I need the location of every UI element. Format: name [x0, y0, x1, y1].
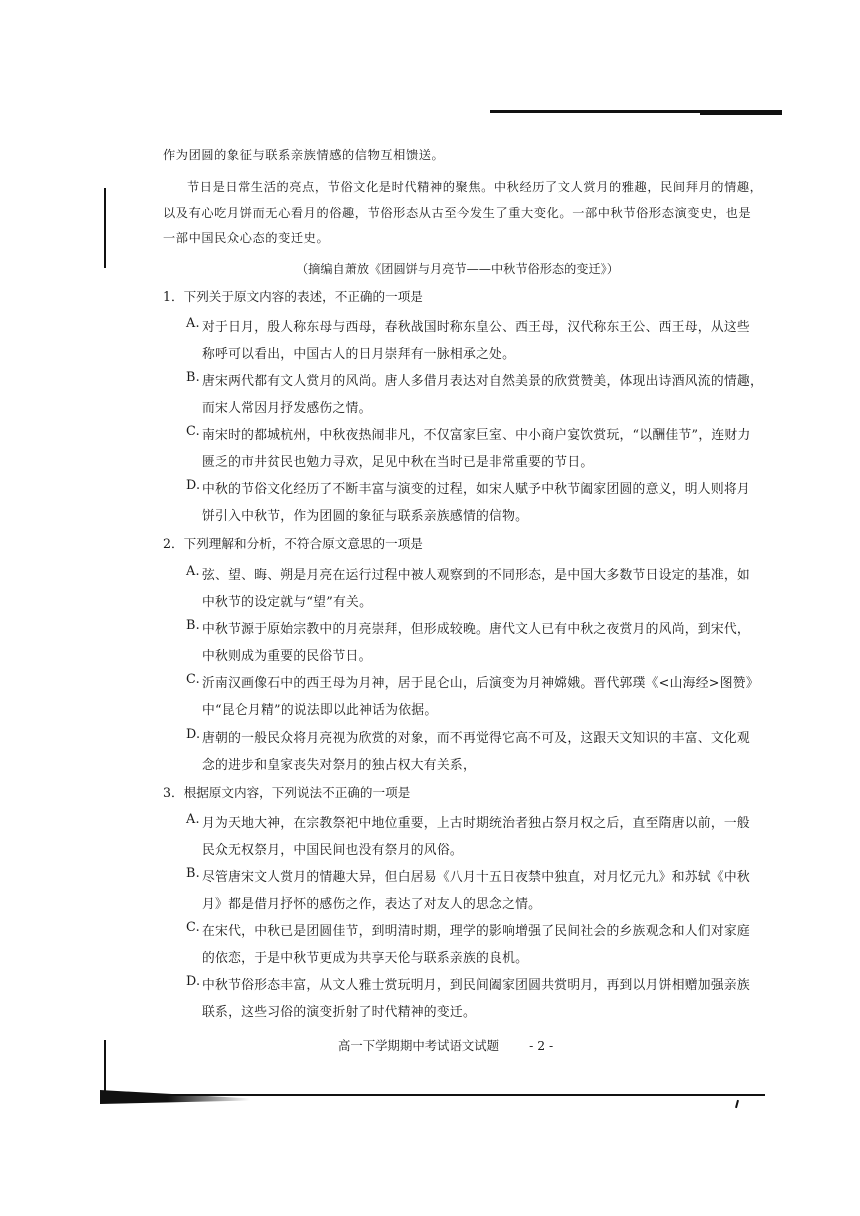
passage-fragment [163, 146, 444, 163]
option-letter: A. [186, 812, 200, 827]
passage-line: 节日是日常生活的亮点，节俗文化是时代精神的聚焦。中秋经历了文人赏月的雅趣，民间拜月的情趣， [187, 180, 763, 194]
option-letter: D. [186, 478, 201, 493]
left-binding-mark [104, 188, 106, 268]
passage-line: 以及有心吃月饼而无心看月的俗趣，节俗形态从古至今发生了重大变化。一部中秋节俗形态演变史，也是 [163, 206, 752, 220]
page-number: - 2 - [529, 1038, 554, 1053]
option-line: 在宋代，中秋已是团圆佳节，到明清时期，理学的影响增强了民间社会的乡族观念和人们对家庭 [202, 924, 750, 939]
passage-source: （摘编自萧放《团圆饼与月亮节——中秋节俗形态的变迁》） [296, 262, 619, 276]
question-3-stem: 3．根据原文内容，下列说法不正确的一项是 [163, 785, 411, 800]
option-line: 沂南汉画像石中的西王母为月神，居于昆仑山，后演变为月神嫦娥。晋代郭璞《<山海经>图赞》 [202, 676, 759, 691]
option-line: 南宋时的都城杭州，中秋夜热闹非凡，不仅富家巨室、中小商户宴饮赏玩，“以酬佳节”，连财力 [202, 428, 751, 443]
option-line: 饼引入中秋节，作为团圆的象征与联系亲族感情的信物。 [202, 509, 529, 524]
question-1-stem: 1．下列关于原文内容的表述，不正确的一项是 [163, 289, 423, 304]
exam-title: 高一下学期期中考试语文试题 [338, 1038, 500, 1053]
passage-p1-tail: 作为团圆的象征与联系亲族情感的信物互相馈送。 [163, 148, 445, 162]
option-letter: B. [186, 618, 200, 633]
option-line: 而宋人常因月抒发感伤之情。 [202, 401, 372, 416]
option-line: 弦、望、晦、朔是月亮在运行过程中被人观察到的不同形态，是中国大多数节日设定的基准，如 [202, 568, 750, 583]
page-footer [338, 1036, 553, 1054]
option-line: 匮乏的市井贫民也勉力寻欢，足见中秋在当时已是非常重要的节日。 [202, 455, 594, 470]
option-line: 唐朝的一般民众将月亮视为欣赏的对象，而不再觉得它高不可及，这跟天文知识的丰富、文化观 [202, 731, 750, 746]
option-letter: C. [186, 424, 200, 439]
option-line: 中“昆仑月精”的说法即以此神话为依据。 [202, 703, 438, 718]
option-line: 月》都是借月抒怀的感伤之作，表达了对友人的思念之情。 [202, 897, 542, 912]
option-line: 尽管唐宋文人赏月的情趣大异，但白居易《八月十五日夜禁中独直，对月忆元九》和苏轼《中秋 [202, 870, 750, 885]
option-line: 月为天地大神，在宗教祭祀中地位重要，上古时期统治者独占祭月权之后，直至隋唐以前，一般 [202, 816, 750, 831]
option-letter: B. [186, 370, 200, 385]
option-line: 念的进步和皇家丧失对祭月的独占权大有关系， [202, 758, 476, 773]
option-line: 联系，这些习俗的演变折射了时代精神的变迁。 [202, 1005, 476, 1020]
option-line: 唐宋两代都有文人赏月的风尚。唐人多借月表达对自然美景的欣赏赞美，体现出诗酒风流的情趣， [202, 374, 764, 389]
top-scan-rule-shadow [700, 113, 782, 115]
passage-line: 一部中国民众心态的变迁史。 [163, 231, 330, 245]
option-line: 中秋的节俗文化经历了不断丰富与演变的过程，如宋人赋予中秋节阖家团圆的意义，明人则将月 [202, 482, 750, 497]
bottom-scan-wedge [100, 1090, 250, 1104]
question-2-stem: 2．下列理解和分析，不符合原文意思的一项是 [163, 536, 423, 551]
option-line: 民众无权祭月，中国民间也没有祭月的风俗。 [202, 843, 463, 858]
bottom-scan-rule [105, 1094, 765, 1096]
option-line: 中秋节源于原始宗教中的月亮崇拜，但形成较晚。唐代文人已有中秋之夜赏月的风尚，到宋代， [202, 622, 750, 637]
option-letter: D. [186, 974, 201, 989]
bottom-scan-tick [735, 1100, 739, 1108]
option-letter: C. [186, 672, 200, 687]
option-letter: B. [186, 866, 200, 881]
option-letter: D. [186, 727, 201, 742]
option-line: 的依恋，于是中秋节更成为共享天伦与联系亲族的良机。 [202, 951, 529, 966]
option-line: 中秋节的设定就与“望”有关。 [202, 595, 373, 610]
option-letter: A. [186, 564, 200, 579]
left-binding-mark-lower [104, 1040, 106, 1098]
option-line: 中秋则成为重要的民俗节日。 [202, 649, 372, 664]
option-line: 对于日月，殷人称东母与西母，春秋战国时称东皇公、西王母，汉代称东王公、西王母，从这些 [202, 320, 750, 335]
option-letter: C. [186, 920, 200, 935]
passage-paragraph-2 [163, 178, 763, 248]
option-line: 称呼可以看出，中国古人的日月崇拜有一脉相承之处。 [202, 347, 516, 362]
option-letter: A. [186, 316, 200, 331]
option-line: 中秋节俗形态丰富，从文人雅士赏玩明月，到民间阖家团圆共赏明月，再到以月饼相赠加强亲族 [202, 978, 750, 993]
